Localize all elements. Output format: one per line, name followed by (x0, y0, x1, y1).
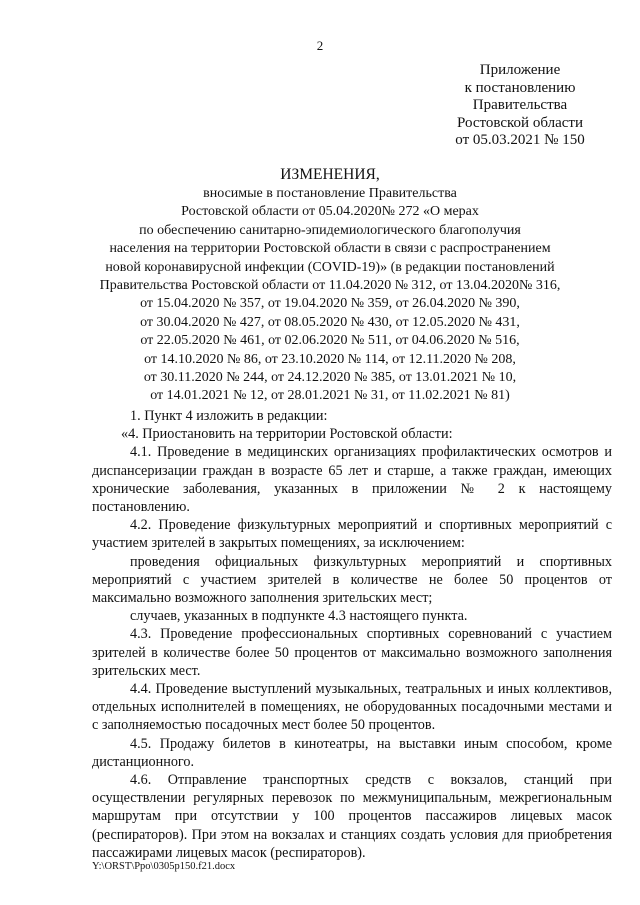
header-line: от 15.04.2020 № 357, от 19.04.2020 № 359, от 26.04.2020 № 390, (140, 296, 520, 312)
appendix-line: Ростовской области (457, 114, 583, 131)
header-line: по обеспечению санитарно-эпидемиологического благополучия (139, 222, 521, 238)
paragraph-4-6: 4.6. Отправление транспортных средств с вокзалов, станций при осуществлении регулярных перевозок по межмуниципальным, межрегиональным маршрутам при отсутствии у 100 процентов пассажиров лицевых масок (респираторов). При этом на вокзалах и станциях создать условия для приобретения пассажирами лицевых масок (респираторов). (92, 772, 612, 861)
paragraph-4-4: 4.4. Проведение выступлений музыкальных, театральных и иных коллективов, отдельных исполнителей в помещениях, не оборудованных посадочными местами и с заполняемостью посадочных мест более 50 процентов. (92, 681, 612, 734)
header-line: новой коронавирусной инфекции (COVID-19)» (в редакции постановлений (105, 259, 555, 275)
appendix-line: Правительства (472, 97, 568, 113)
appendix-line: от 05.03.2021 № 150 (455, 132, 585, 148)
document-header (70, 165, 590, 406)
header-line: от 30.04.2020 № 427, от 08.05.2020 № 430, от 12.05.2020 № 431, (140, 314, 520, 330)
paragraph-4-2-exception-a: проведения официальных физкультурных мероприятий и спортивных мероприятий с участием зрителей в количестве не более 50 процентов от максимально возможного заполнения зрительских мест; (92, 553, 612, 607)
header-line: от 14.01.2021 № 12, от 28.01.2021 № 31, от 11.02.2021 № 81) (150, 388, 510, 404)
header-line: населения на территории Ростовской области в связи с распространением (109, 241, 551, 257)
document-title: ИЗМЕНЕНИЯ, (280, 166, 380, 183)
header-line: вносимые в постановление Правительства (203, 186, 457, 201)
paragraph-4-2-exception-b: случаев, указанных в подпункте 4.3 настоящего пункта. (130, 608, 468, 625)
paragraph-4-3: 4.3. Проведение профессиональных спортивных соревнований с участием зрителей в количестве более 50 процентов от максимально возможного заполнения зрительских мест. (92, 626, 612, 679)
header-line: от 30.11.2020 № 244, от 24.12.2020 № 385, от 13.01.2021 № 10, (143, 370, 517, 386)
paragraph-4-1: 4.1. Проведение в медицинских организациях профилактических осмотров и диспансеризации граждан в возрасте 65 лет и старше, а также граждан, имеющих хронические заболевания, указанных в приложении № 2 к настоящему постановлению. (92, 444, 612, 516)
header-line: от 14.10.2020 № 86, от 23.10.2020 № 114, от 12.11.2020 № 208, (144, 351, 516, 367)
header-line: Правительства Ростовской области от 11.04.2020 № 312, от 13.04.2020№ 316, (99, 278, 561, 294)
header-line: Ростовской области от 05.04.2020№ 272 «О мерах (181, 204, 479, 220)
appendix-line: Приложение (479, 62, 561, 78)
appendix-line: к постановлению (464, 79, 576, 96)
document-body (92, 407, 612, 862)
paragraph-item-1: 1. Пункт 4 изложить в редакции: (130, 408, 328, 424)
file-path-footer: Y:\ORST\Ppo\0305p150.f21.docx (92, 861, 236, 872)
page-number: 2 (316, 38, 324, 53)
header-line: от 22.05.2020 № 461, от 02.06.2020 № 511, от 04.06.2020 № 516, (140, 333, 520, 349)
appendix-block (440, 62, 600, 150)
paragraph-item-4: «4. Приостановить на территории Ростовской области: (121, 426, 453, 443)
paragraph-4-2: 4.2. Проведение физкультурных мероприятий и спортивных мероприятий с участием зрителей в закрытых помещениях, за исключением: (92, 517, 612, 552)
paragraph-4-5: 4.5. Продажу билетов в кинотеатры, на выставки иным способом, кроме дистанционного. (92, 735, 612, 770)
